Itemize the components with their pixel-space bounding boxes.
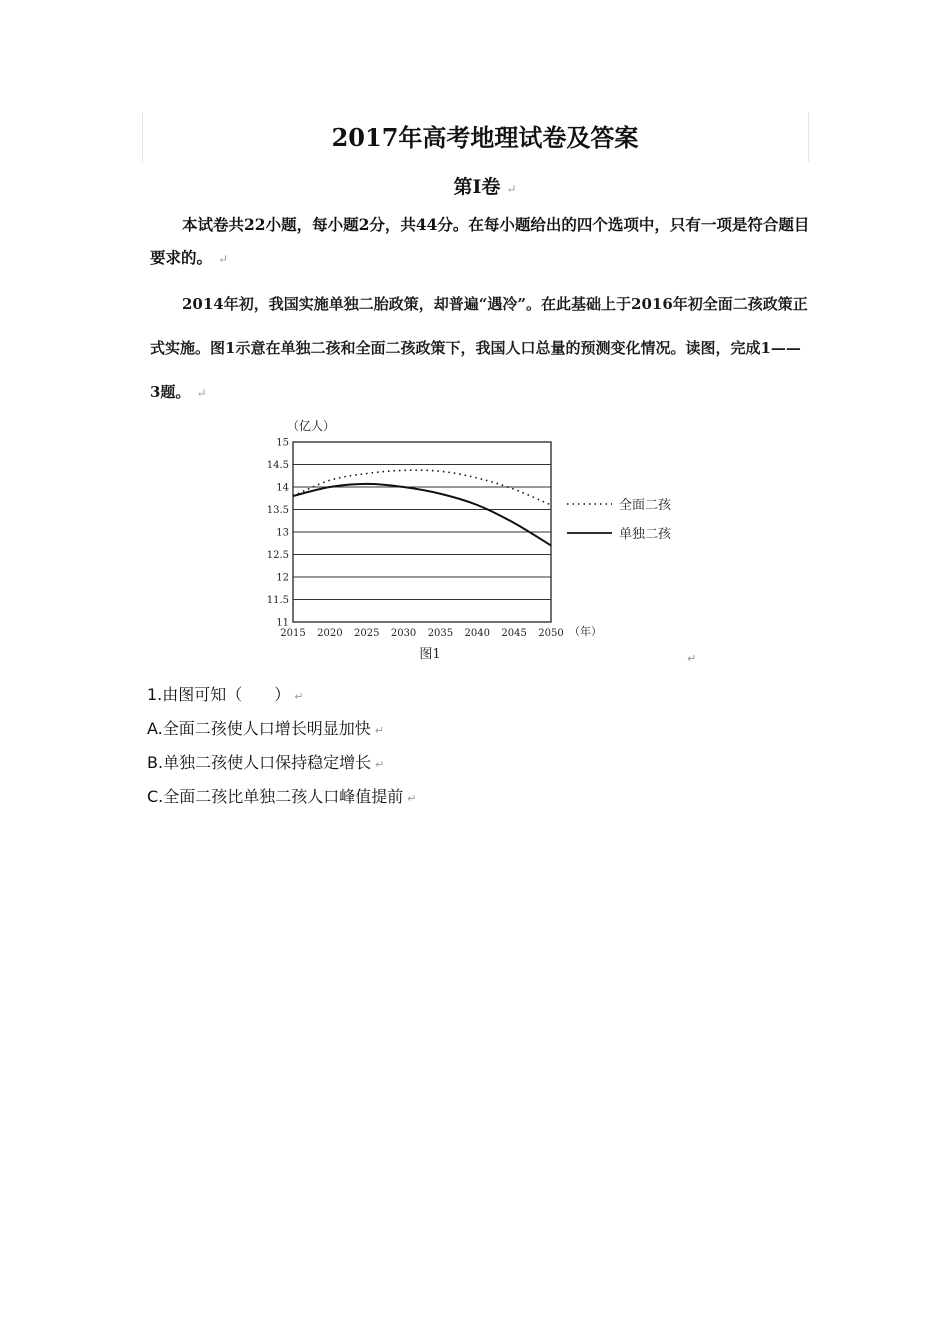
x-tick-label: 2030 xyxy=(390,628,417,639)
x-tick-label: 2020 xyxy=(317,628,343,639)
paragraph-mark-icon: ↵ xyxy=(218,252,229,266)
option-b[interactable] xyxy=(147,750,384,773)
y-tick-label: 12.5 xyxy=(266,550,289,561)
paragraph-mark-icon: ↵ xyxy=(407,792,417,805)
x-tick-label: 2050 xyxy=(538,628,564,639)
intro-paragraph xyxy=(150,208,810,276)
section-title xyxy=(0,172,950,199)
y-axis-label: （亿人） xyxy=(287,419,336,433)
option-c[interactable] xyxy=(147,784,416,807)
section-title-text: 第Ⅰ卷 xyxy=(453,176,501,198)
y-tick-label: 14.5 xyxy=(266,460,289,471)
passage-text: 2014年初，我国实施单独二胎政策，却普遍“遇冷”。在此基础上于2016年初全面二孩政策正式实施。图1示意在单独二孩和全面二孩政策下，我国人口总量的预测变化情况。读图，完成1——3题。 xyxy=(150,295,808,401)
x-tick-label: 2025 xyxy=(353,628,380,639)
chart-svg xyxy=(255,412,715,670)
x-tick-label: 2045 xyxy=(501,628,527,639)
paragraph-mark-icon: ↵ xyxy=(374,724,384,737)
y-tick-label: 14 xyxy=(276,482,289,494)
legend-label: 单独二孩 xyxy=(619,527,672,542)
x-tick-label: 2035 xyxy=(427,628,454,639)
series-line-dandu xyxy=(293,484,551,546)
population-chart xyxy=(255,412,715,670)
passage-paragraph xyxy=(150,282,810,415)
legend-label: 全面二孩 xyxy=(619,498,672,513)
paragraph-mark-icon: ↵ xyxy=(687,652,697,665)
paragraph-mark-icon: ↵ xyxy=(375,758,385,771)
y-tick-label: 11.5 xyxy=(266,595,289,606)
paragraph-mark-icon: ↵ xyxy=(294,690,304,703)
question-stem xyxy=(147,682,304,705)
y-tick-label: 12 xyxy=(276,572,289,584)
x-axis-label: （年） xyxy=(569,625,602,638)
option-a-text: A.全面二孩使人口增长明显加快 xyxy=(147,719,371,738)
option-b-text: B.单独二孩使人口保持稳定增长 xyxy=(147,753,372,772)
chart-caption: 图1 xyxy=(419,647,441,662)
intro-text: 本试卷共22小题，每小题2分，共44分。在每小题给出的四个选项中，只有一项是符合题目要求的。 xyxy=(150,215,810,267)
y-tick-label: 13 xyxy=(276,527,289,539)
option-c-text: C.全面二孩比单独二孩人口峰值提前 xyxy=(147,787,404,806)
y-tick-label: 13.5 xyxy=(266,505,289,516)
question-stem-text: 1.由图可知（ ） xyxy=(147,685,291,704)
y-tick-label: 15 xyxy=(276,437,289,449)
y-tick-label: 11 xyxy=(276,617,289,629)
paragraph-mark-icon: ↵ xyxy=(506,182,517,196)
option-a[interactable] xyxy=(147,716,384,739)
x-tick-label: 2015 xyxy=(280,628,306,639)
paragraph-mark-icon: ↵ xyxy=(196,386,207,400)
document-title: 2017年高考地理试卷及答案 xyxy=(331,123,639,152)
x-tick-label: 2040 xyxy=(464,628,491,639)
